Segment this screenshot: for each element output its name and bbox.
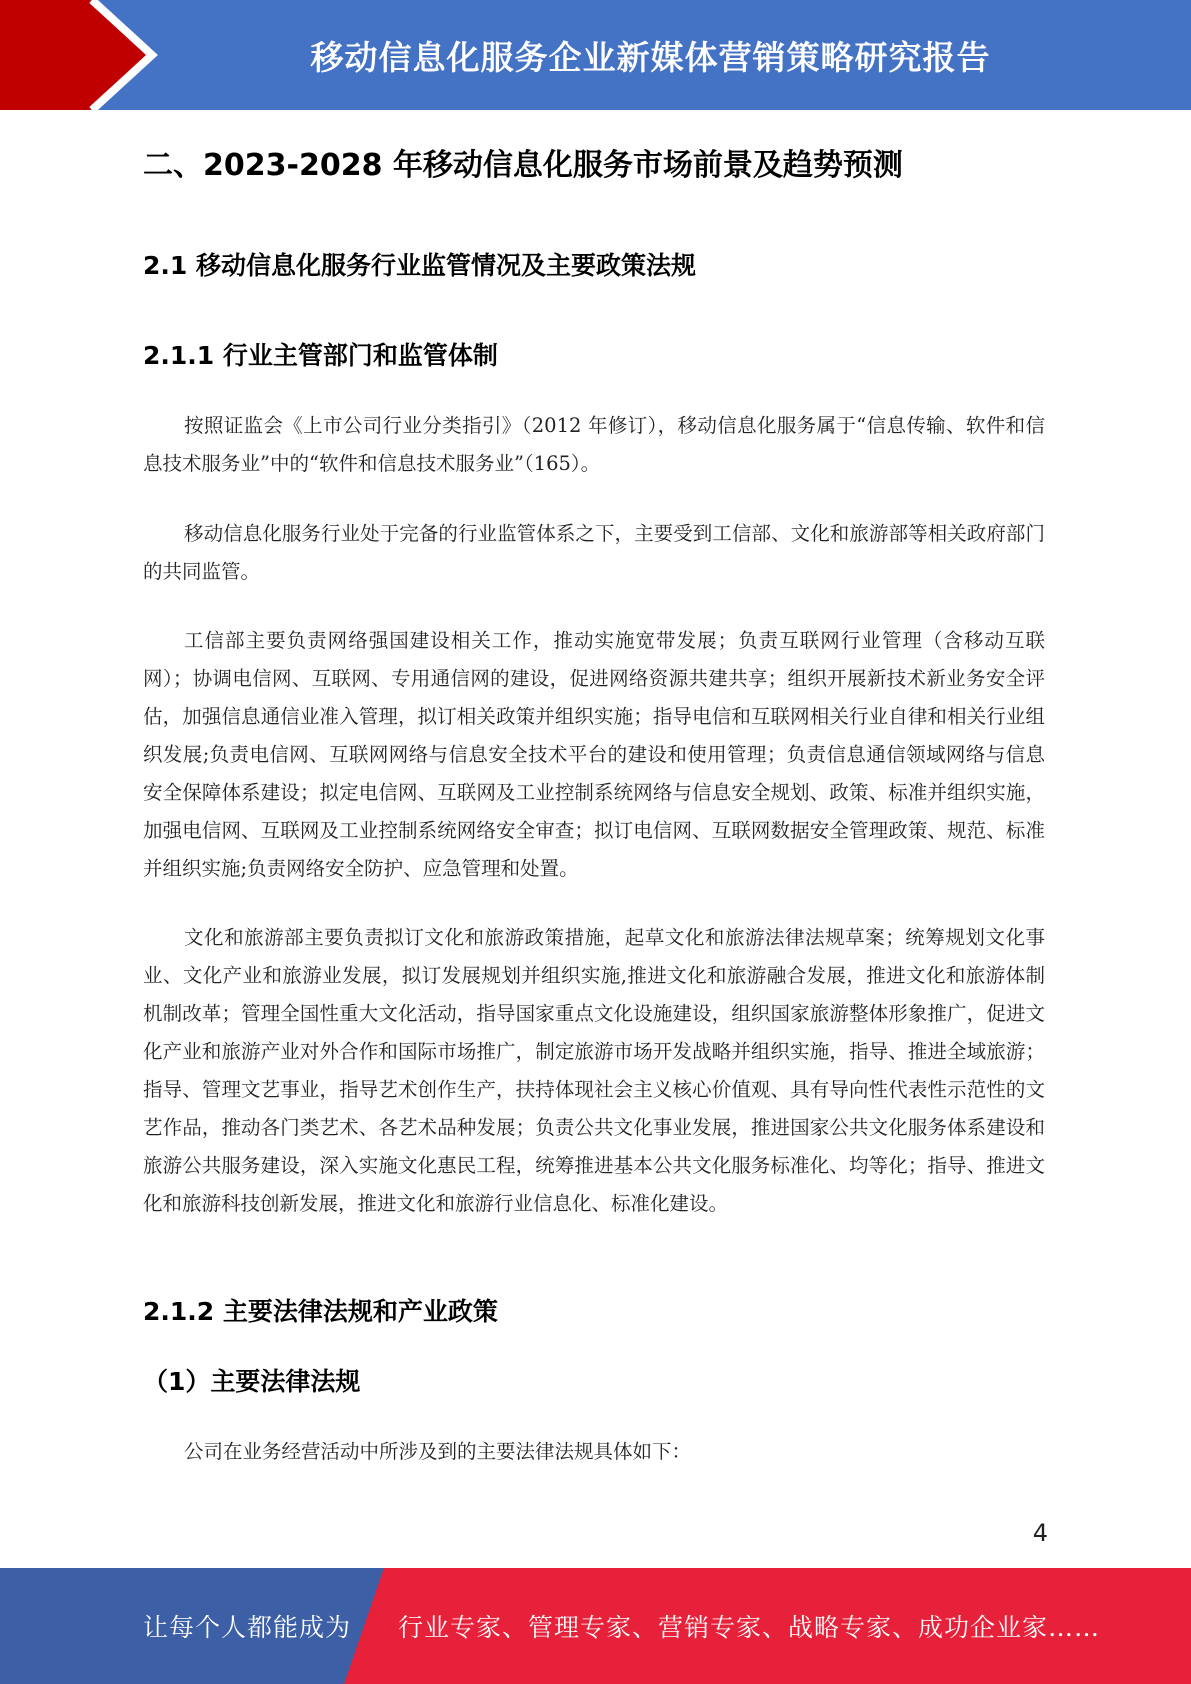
sub-sub-section-heading-regulation: 2.1.1 行业主管部门和监管体制 bbox=[143, 341, 498, 370]
report-footer bbox=[0, 1568, 1191, 1684]
paragraph-miit-duties: 工信部主要负责网络强国建设相关工作，推动实施宽带发展；负责互联网行业管理（含移动互联网）；协调电信网、互联网、专用通信网的建设，促进网络资源共建共享；组织开展新技术新业务安全评估，加强信息通信业准入管理，拟订相关政策并组织实施；指导电信和互联网相关行业自律和相关行业组织发展;负责电信网、互联网网络与信息安全技术平台的建设和使用管理；负责信息通信领域网络与信息安全保障体系建设；拟定电信网、互联网及工业控制系统网络与信息安全规划、政策、标准并组织实施，加强电信网、互联网及工业控制系统网络安全审查；拟订电信网、互联网数据安全管理政策、规范、标准并组织实施;负责网络安全防护、应急管理和处置。 bbox=[143, 629, 1045, 880]
sub-sub-section-heading-laws: 2.1.2 主要法律法规和产业政策 bbox=[143, 1297, 498, 1326]
footer-slogan-left: 让每个人都能成为 bbox=[143, 1613, 352, 1642]
item-heading-laws: （1）主要法律法规 bbox=[143, 1367, 361, 1396]
footer-slogan-right: 行业专家、管理专家、营销专家、战略专家、成功企业家…… bbox=[398, 1613, 1101, 1642]
sub-section-heading: 2.1 移动信息化服务行业监管情况及主要政策法规 bbox=[143, 251, 696, 280]
report-title: 移动信息化服务企业新媒体营销策略研究报告 bbox=[310, 37, 991, 77]
page-number: 4 bbox=[1032, 1519, 1048, 1547]
paragraph-laws-intro: 公司在业务经营活动中所涉及到的主要法律法规具体如下： bbox=[184, 1440, 692, 1463]
section-heading: 二、2023-2028 年移动信息化服务市场前景及趋势预测 bbox=[143, 148, 903, 183]
paragraph-classification: 按照证监会《上市公司行业分类指引》（2012 年修订），移动信息化服务属于“信息传输、软件和信息技术服务业”中的“软件和信息技术服务业”（165）。 bbox=[143, 414, 1045, 475]
report-header bbox=[0, 0, 1191, 110]
paragraph-supervision: 移动信息化服务行业处于完备的行业监管体系之下，主要受到工信部、文化和旅游部等相关政府部门的共同监管。 bbox=[143, 522, 1045, 583]
paragraph-mct-duties: 文化和旅游部主要负责拟订文化和旅游政策措施，起草文化和旅游法律法规草案；统筹规划文化事业、文化产业和旅游业发展，拟订发展规划并组织实施,推进文化和旅游融合发展，推进文化和旅游体制机制改革；管理全国性重大文化活动，指导国家重点文化设施建设，组织国家旅游整体形象推广，促进文化产业和旅游产业对外合作和国际市场推广，制定旅游市场开发战略并组织实施，指导、推进全域旅游；指导、管理文艺事业，指导艺术创作生产，扶持体现社会主义核心价值观、具有导向性代表性示范性的文艺作品，推动各门类艺术、各艺术品种发展；负责公共文化事业发展，推进国家公共文化服务体系建设和旅游公共服务建设，深入实施文化惠民工程，统筹推进基本公共文化服务标准化、均等化；指导、推进文化和旅游科技创新发展，推进文化和旅游行业信息化、标准化建设。 bbox=[143, 926, 1045, 1215]
